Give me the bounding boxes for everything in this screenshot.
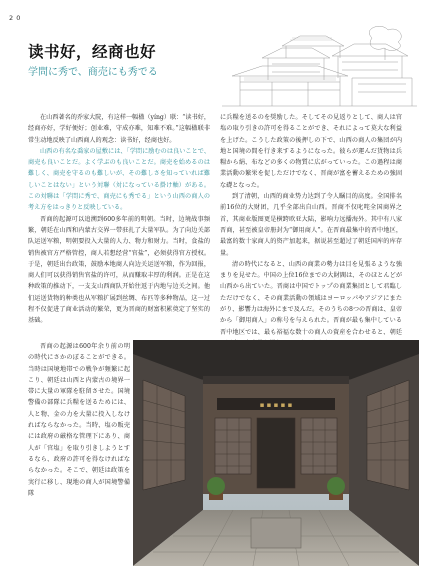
article-subtitle: 学問に秀で、商売にも秀でる [28,67,158,78]
japanese-paragraph-1: 山西の有名な喬家の屋敷には、「学問に励むのは良いことで、商売も良いことだ。よく学ぶのも良いことだ。商売を始めるのは難しく、商売を守るのも難しいが、その難しさを知っていれば難しいことはない」という対聯（対になっている掛け軸）がある。この対聯は「学問に秀で、商売にも秀でる」という山西の商人の考え方をはっきりと反映している。 [28,147,210,212]
japanese-paragraph-3: 清の時代になると、山西の商業の勢力は目を見張るような強まりを見せた。中国の上位16位までの大財閥は、そのほとんどが山西から出ていた。晋商は中国でトップの商業集団として君臨しただけでなく、その商業活動の領域はヨーロッパやアジアにまたがり、影響力は海外にまで及んだ。そのうちの8つの晋商は、皇帝から「御用商人」の称号を与えられた。晋商が最も集中している晋中地区では、最も裕福な数十の商人の資産を合わせると、朝廷 [220,260,402,336]
right-column [220,112,402,349]
chinese-paragraph-3: 到了清朝，山西的商业势力达到了令人瞩目的高度。全国排名前16位的大财团，几乎全部出自山西。晋商不仅叱咤全国商界之首，其商业版图更是横跨欧亚大陆，影响力远播海外。其中有八家晋商，甚至被皇帝册封为“御用商人”。在晋商最集中的晋中地区，最富的数十家商人的资产加起来，据说甚至超过了朝廷国库的库存量。 [220,193,402,257]
courtyard-photo [133,340,419,566]
left-column [28,112,210,327]
chinese-paragraph-2: 晋商的起源可以追溯到600多年前的明朝。当时，边境战事频繁，朝廷在山西和内蒙古交界一带驻扎了大量军队。为了向边关部队运送军粮，明朝要投入大量的人力、物力和财力。当时，食盐的销售被官方严格管控，商人若想经营“官盐”，必须获得官方授权。于是，朝廷出台政策，鼓励本地商人向边关运送军粮，作为回报，商人们可以获得销售官盐的许可，从而赚取丰厚的利润。正是在这种政策的推动下，一支支山西商队开始往返于内地与边关之间。他们运送货物的种类也从军粮扩展到丝绸、布匹等多种物品，这一过程不仅促进了商业活动的繁荣，更为晋商的财富积累奠定了坚实的基础。 [28,215,210,325]
left-lower-column [28,341,130,499]
article-title: 读书好，经商也好 [28,42,157,61]
page-number: 2 0 [9,14,21,22]
chinese-paragraph-1: 在山西著名的乔家大院，有这样一幅楹（yíng）联：“读书好，经商亦好，学好便好；创业难，守成亦难，知难不难。”这幅楹联非常生动地反映了山西商人的观念：读书好，经商也好。 [28,114,210,144]
japanese-paragraph-2-continued: に兵糧を送るのを奨励した。そしてその見返りとして、商人は官塩の取り引きの許可を得ることができ、それによって莫大な利益を上げた。こうした政策の後押しの下で、山西の商人の集団が内地と国境の間を行き来するようになった。彼らが運んだ貨物は兵糧から絹、布などの多くの物質に広がっていった。この過程は商業活動の繁栄を促しただけでなく、晋商が富を蓄えるための強固な礎となった。 [220,114,402,189]
svg-text:▪ ▪ ▪ ▪ ▪: ▪ ▪ ▪ ▪ ▪ [259,401,293,409]
japanese-paragraph-2: 晋商の起源は600年余り前の明の時代にさかのぼることができる。当時は国境地帯での戦争が頻繁に起こり、朝廷は山西と内蒙古の境界一帯に大量の軍隊を駐留させた。国境警備の部隊に兵糧を送るためには、人と物、金の力を大量に投入しなければならなかった。当時、塩の販売には政府の厳格な管理下にあり、商人が「官塩」を取り引きしようとするなら、政府の許可を得なければならなかった。そこで、朝廷は政策を実行に移し、現地の商人が国境警備隊 [28,343,130,497]
courtyard-sketch-illustration [222,18,417,110]
